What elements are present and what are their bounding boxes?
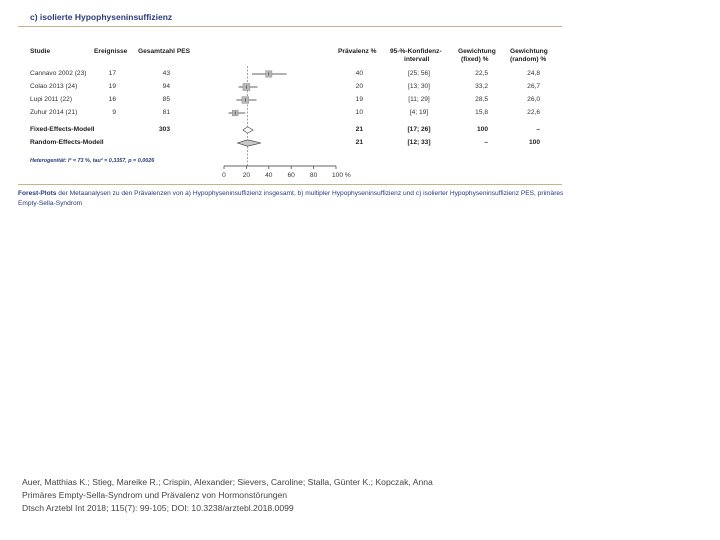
x-tick-label: 0 [222, 172, 226, 179]
citation-title: Primäres Empty-Sella-Syndrom und Prävalenz von Hormonstörungen [22, 490, 288, 500]
citation [22, 476, 433, 515]
x-tick-label: 80 [309, 172, 318, 179]
study-weight-random: 26,0 [527, 96, 540, 103]
study-name: Colao 2013 (24) [30, 83, 78, 90]
col-header-total: Gesamtzahl PES [138, 48, 191, 55]
study-events: 19 [108, 83, 116, 90]
col-header-study: Studie [30, 48, 51, 55]
study-weight-random: 26,7 [527, 83, 540, 90]
study-ci: [11; 29] [408, 96, 430, 103]
col-header-ci-line2: intervall [404, 56, 430, 63]
study-ci: [25; 56] [408, 70, 430, 77]
study-weight-fixed: 15,8 [475, 109, 488, 116]
study-weight-random: 24,8 [527, 70, 540, 77]
summary-weight-random: – [536, 126, 540, 133]
col-header-prevalence: Prävalenz % [338, 48, 377, 55]
col-header-events: Ereignisse [94, 48, 128, 55]
summary-ci: [12; 33] [407, 139, 431, 146]
heterogeneity-note: Heterogenität: I² = 73 %, tau² = 0,3357, p = 0,0026 [30, 158, 155, 164]
summary-weight-fixed: – [484, 139, 488, 146]
caption-bold: Forest-Plots [18, 190, 57, 197]
study-weight-fixed: 22,5 [475, 70, 488, 77]
figure-caption [18, 189, 568, 208]
citation-journal: Dtsch Arztebl Int 2018; 115(7): 99-105; DOI: 10.3238/arztebl.2018.0099 [22, 503, 294, 513]
summary-ci: [17; 26] [407, 126, 431, 133]
study-prevalence: 19 [355, 96, 363, 103]
study-events: 9 [112, 109, 116, 116]
summary-prevalence: 21 [355, 126, 363, 133]
study-prevalence: 40 [355, 70, 363, 77]
summary-total: 303 [158, 126, 170, 133]
study-ci: [13; 30] [408, 83, 430, 90]
study-total: 94 [162, 83, 170, 90]
study-prevalence: 20 [355, 83, 363, 90]
x-tick-label: 20 [242, 172, 251, 179]
summary-weight-fixed: 100 [476, 126, 488, 133]
x-tick-label: 100 % [332, 172, 351, 179]
study-weight-fixed: 33,2 [475, 83, 488, 90]
x-tick-label: 60 [287, 172, 295, 179]
study-ci: [4; 19] [409, 109, 429, 116]
study-name: Lupi 2011 (22) [30, 96, 73, 103]
bottom-rule [18, 184, 562, 185]
x-tick-label: 40 [265, 172, 273, 179]
caption-text: der Metaanalysen zu den Prävalenzen von a) Hypophyseninsuffizienz insgesamt, b) multipler Hypophyseninsuffizienz und c) isolierter Hypophyseninsuffizienz PES, primäres Empty-Sella-Syndrom [18, 190, 564, 207]
pooled-diamond [237, 140, 261, 146]
study-name: Cannavo 2002 (23) [30, 70, 87, 77]
summary-name: Fixed-Effects-Modell [30, 126, 95, 133]
study-prevalence: 10 [355, 109, 363, 116]
forest-plot-svg [18, 8, 562, 186]
pooled-diamond [243, 127, 253, 133]
summary-name: Random-Effects-Modell [30, 139, 104, 146]
forest-plot-figure [18, 8, 562, 186]
study-events: 16 [108, 96, 116, 103]
figure-title: c) isolierte Hypophyseninsuffizienz [30, 12, 173, 22]
col-header-wfixed-line2: (fixed) % [461, 56, 489, 63]
study-events: 17 [108, 70, 116, 77]
citation-authors: Auer, Matthias K.; Stieg, Mareike R.; Crispin, Alexander; Sievers, Caroline; Stalla, Günter K.; Kopczak, Anna [22, 477, 433, 487]
col-header-wrandom-line1: Gewichtung [510, 48, 548, 55]
col-header-wfixed-line1: Gewichtung [458, 48, 496, 55]
study-weight-fixed: 28,5 [475, 96, 488, 103]
summary-weight-random: 100 [528, 139, 540, 146]
study-total: 85 [162, 96, 170, 103]
study-weight-random: 22,6 [527, 109, 540, 116]
col-header-wrandom-line2: (random) % [510, 56, 547, 63]
col-header-ci-line1: 95-%-Konfidenz- [390, 48, 442, 55]
study-total: 81 [162, 109, 170, 116]
study-name: Zuhur 2014 (21) [30, 109, 78, 116]
summary-prevalence: 21 [355, 139, 363, 146]
study-total: 43 [162, 70, 170, 77]
